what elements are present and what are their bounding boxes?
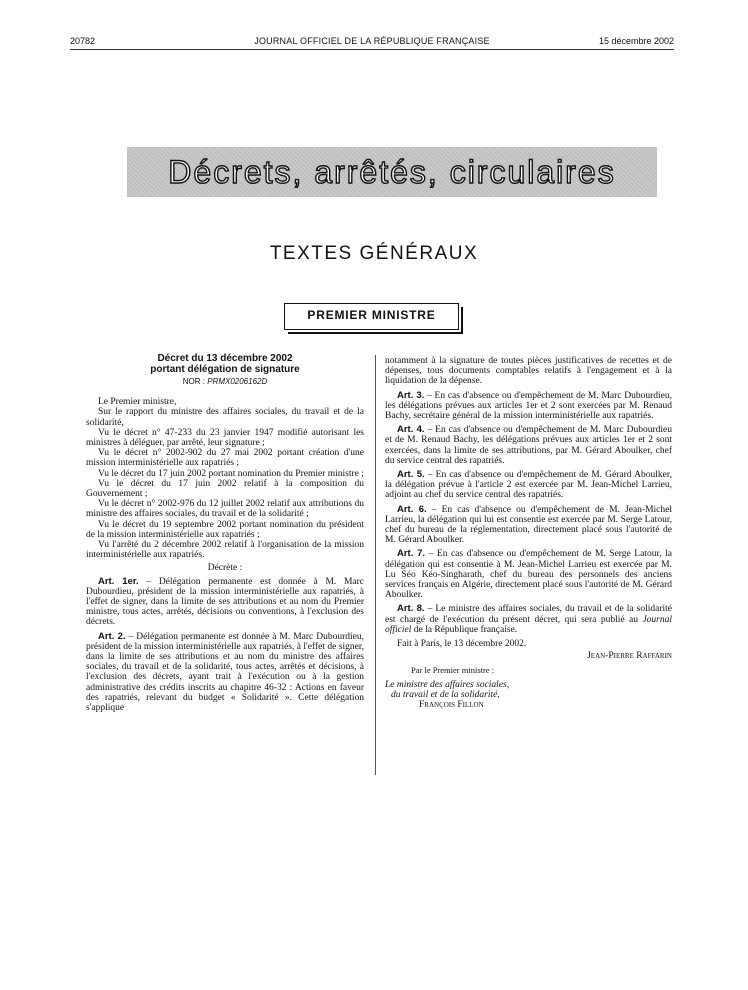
preamble-line: Vu le décret n° 47-233 du 23 janvier 1947 modifié autorisant les ministres à déléguer, par arrêté, leur signature ;: [86, 427, 364, 449]
nor-label: NOR :: [182, 377, 208, 386]
article-2-continuation: notamment à la signature de toutes pièces justificatives de recettes et de dépenses, tous documents comptables relatifs à l'engagement et à la liquidation de la dépense.: [385, 356, 672, 387]
nor-code: PRMX0206162D: [207, 377, 268, 386]
left-column: [86, 353, 364, 713]
nor-reference: [86, 377, 364, 387]
article-8: [385, 604, 672, 635]
article-text: – En cas d'absence ou d'empêchement de M. Jean-Michel Larrieu, la délégation qui lui est consentie est exercée par M. Serge Latour, chef du bureau de la réglementation, directement placé sous l'autorité de M. Gérard Aboulker.: [385, 504, 672, 546]
decree-title-line2: portant délégation de signature: [150, 364, 300, 375]
preamble-line: Vu le décret du 17 juin 2002 relatif à la composition du Gouvernement ;: [86, 478, 364, 500]
article-7: [385, 549, 672, 600]
decree-title-line1: Décret du 13 décembre 2002: [157, 353, 293, 364]
article-text: – En cas d'absence ou d'empêchement de M. Gérard Aboulker, la délégation prévue à l'article 2 est exercée par M. Jean-Michel Larrieu, adjoint au chef du service central des rapatriés.: [385, 470, 672, 501]
article-text: – Délégation permanente est donnée à M. Marc Dubourdieu, président de la mission interministérielle aux rapatriés, à l'effet de signer, dans la limite de ses attributions et au nom du Premier ministre, tous actes, arrêtés, décisions ou conventions, à l'exclusion des décrets.: [86, 576, 364, 628]
article-label: Art. 2.: [98, 630, 126, 642]
preamble-line: Sur le rapport du ministre des affaires sociales, du travail et de la solidarité,: [86, 407, 364, 428]
article-1: [86, 577, 364, 628]
minister-name: François Fillon: [419, 700, 484, 711]
signatory: Jean-Pierre Raffarin: [587, 651, 672, 662]
article-label: Art. 7.: [397, 548, 426, 560]
article-label: Art. 6.: [397, 503, 427, 515]
journal-title: JOURNAL OFFICIEL DE LA RÉPUBLIQUE FRANÇAISE: [254, 36, 490, 46]
article-5: [385, 470, 672, 501]
article-label: Art. 4.: [397, 424, 425, 436]
article-2: [86, 632, 364, 714]
article-label: Art. 3.: [397, 389, 425, 401]
section-banner: [127, 147, 657, 197]
article-text: – En cas d'absence ou d'empêchement de M. Marc Dubourdieu et de M. Renaud Bachy, les délégations prévues aux articles 1er et 2 sont exercées, dans la limite de ses attributions, par M. Gérard Aboulker, chef du service central des rapatriés.: [385, 425, 672, 466]
preamble-line: Vu le décret n° 2002-902 du 27 mai 2002 portant création d'une mission interministérielle aux rapatriés ;: [86, 448, 364, 469]
ministry-label: PREMIER MINISTRE: [307, 308, 436, 322]
right-column: [385, 356, 672, 710]
banner-text: Décrets, arrêtés, circulaires: [168, 153, 616, 190]
column-divider: [375, 355, 376, 775]
preamble-line: Le Premier ministre,: [98, 397, 177, 408]
article-text: – En cas d'absence ou d'empêchement de M. Serge Latour, la délégation qui est consentie à M. Jean-Michel Larrieu est exercée par M. Lu Séo Kéo-Singharath, chef du bureau des personnels des anciens services français en Algérie, directement placé sous l'autorité de M. Gérard Aboulker.: [385, 549, 672, 601]
article-text: – Le ministre des affaires sociales, du travail et de la solidarité est chargé de l'exécution du présent décret, qui sera publié au: [385, 604, 672, 625]
article-text: – Délégation permanente est donnée à M. Marc Dubourdieu, président de la mission interministérielle aux rapatriés, à l'effet de signer, dans la limite de ses attributions et au nom du ministre des affaires sociales, du travail et de la solidarité, tous actes, arrêtés et décisions, à l'exclusion des décrets, ayant trait à l'exécution ou à la gestion administrative des crédits inscrits au chapitre 46-32 : Actions en faveur des rapatriés, relevant du budget « Solidarité ». Cette délégation s'applique: [86, 631, 364, 714]
page-number: 20782: [70, 36, 96, 46]
countersignature: [385, 680, 672, 711]
preamble-line: Vu le décret du 19 septembre 2002 portant nomination du président de la mission interministérielle aux rapatriés ;: [86, 519, 364, 540]
preamble-line: Vu l'arrêté du 2 décembre 2002 relatif à l'organisation de la mission interministérielle aux rapatriés.: [86, 540, 364, 561]
issue-date: 15 décembre 2002: [598, 36, 674, 46]
article-4: [385, 425, 672, 466]
article-label: Art. 8.: [397, 603, 425, 615]
preamble-line: Vu le décret du 17 juin 2002 portant nomination du Premier ministre ;: [98, 468, 364, 479]
section-title: TEXTES GÉNÉRAUX: [269, 243, 479, 264]
minister-title-line1: Le ministre des affaires sociales,: [385, 679, 510, 690]
article-text: – En cas d'absence ou d'empêchement de M. Marc Dubourdieu, les délégations prévues aux articles 1er et 2 sont exercées par M. Renaud Bachy, secrétaire général de la mission interministérielle aux rapatriés.: [385, 390, 672, 422]
article-label: Art. 1er.: [98, 575, 139, 587]
minister-title-line2: du travail et de la solidarité,: [391, 689, 500, 700]
article-label: Art. 5.: [397, 469, 425, 481]
running-header: [70, 36, 674, 50]
ministry-heading-box: [284, 303, 459, 330]
done-at: Fait à Paris, le 13 décembre 2002.: [397, 639, 527, 650]
article-3: [385, 391, 672, 422]
par-le-premier-ministre: Par le Premier ministre :: [411, 665, 495, 676]
article-6: [385, 505, 672, 546]
decrete-line: Décrète :: [207, 563, 243, 574]
article-text-end: de la République française.: [411, 624, 518, 635]
journal-name: Journal officiel: [385, 614, 672, 635]
preamble-line: Vu le décret n° 2002-976 du 12 juillet 2002 relatif aux attributions du ministre des affaires sociales, du travail et de la solidarité ;: [86, 499, 364, 520]
